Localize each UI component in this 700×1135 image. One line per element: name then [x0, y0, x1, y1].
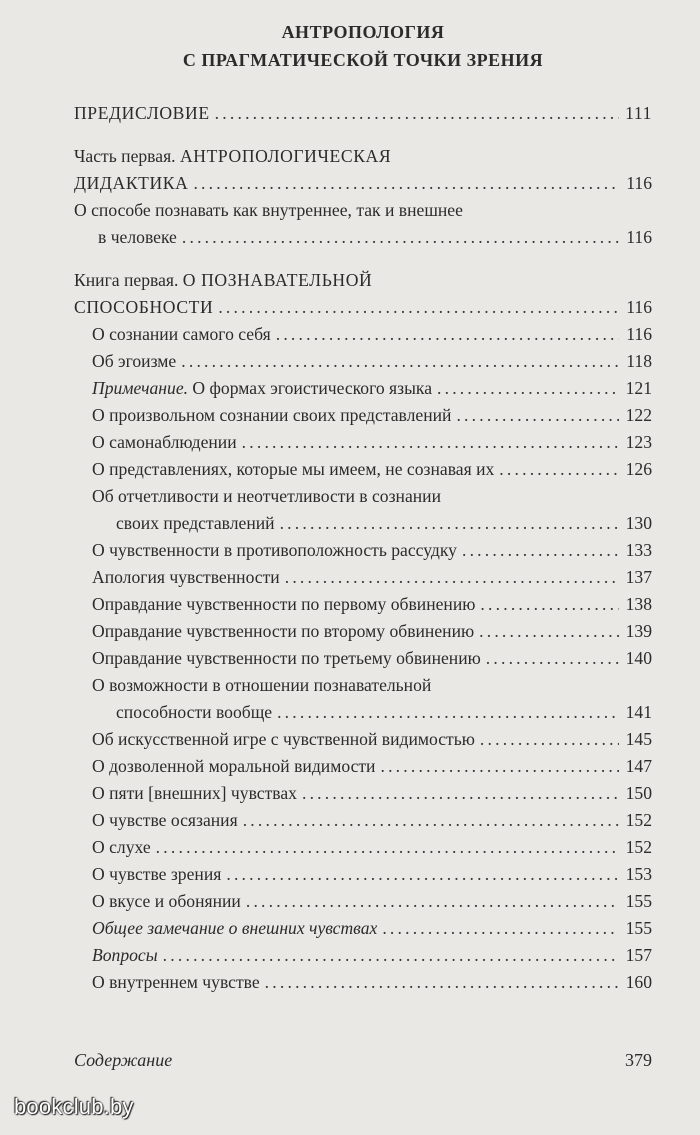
toc-entry	[74, 456, 652, 483]
toc-entry	[74, 942, 652, 969]
toc-label	[92, 321, 271, 348]
toc-entry	[74, 861, 652, 888]
leader-dots	[499, 456, 619, 483]
toc-label	[92, 375, 432, 402]
leader-dots	[163, 942, 619, 969]
toc-label	[92, 348, 176, 375]
toc-label-text: О дозволенной моральной видимости	[92, 756, 376, 776]
toc-label-text: О пяти [внешних] чувствах	[92, 783, 297, 803]
leader-dots	[242, 429, 619, 456]
toc-entry-part1	[74, 143, 652, 197]
toc-label-text: О вкусе и обонянии	[92, 891, 241, 911]
toc-page: 139	[625, 621, 652, 641]
toc-label-cont: своих представлений	[116, 513, 275, 533]
toc-entry	[74, 780, 652, 807]
toc-label-text: О чувстве зрения	[92, 864, 222, 884]
toc-page: 138	[625, 594, 652, 614]
leader-dots	[479, 618, 619, 645]
toc-entry	[74, 915, 652, 942]
leader-dots	[480, 726, 619, 753]
toc-label-text: О чувстве осязания	[92, 810, 238, 830]
leader-dots	[276, 321, 619, 348]
toc-entry-preface	[74, 100, 652, 127]
toc-page: 153	[625, 864, 652, 884]
toc-label-cont: СПОСОБНОСТИ	[74, 297, 214, 317]
leader-dots	[181, 348, 619, 375]
leader-dots	[156, 834, 619, 861]
toc-page: 123	[625, 432, 652, 452]
toc-page: 157	[625, 945, 652, 965]
toc-page: 152	[625, 837, 652, 857]
toc-entry	[74, 888, 652, 915]
toc-page: 116	[626, 173, 652, 193]
toc-entry-book1	[74, 267, 652, 321]
toc-label-text: О самонаблюдении	[92, 432, 237, 452]
toc-page: 133	[625, 540, 652, 560]
leader-dots	[226, 861, 619, 888]
leader-dots	[285, 564, 619, 591]
toc-entry	[74, 402, 652, 429]
toc-entry	[74, 429, 652, 456]
book-page	[74, 0, 652, 1135]
leader-dots	[215, 100, 619, 127]
toc-page: 130	[625, 513, 652, 533]
toc-label-caps: О ПОЗНАВАТЕЛЬНОЙ	[182, 270, 373, 290]
toc-entry	[74, 348, 652, 375]
leader-dots	[302, 780, 619, 807]
toc-entry	[74, 321, 652, 348]
leader-dots	[280, 510, 619, 537]
toc-page: 155	[625, 918, 652, 938]
page-footer	[74, 1050, 652, 1071]
toc-label-italic: Вопросы	[92, 945, 158, 965]
toc-label-cont: ДИДАКТИКА	[74, 173, 189, 193]
toc-label-text: О чувственности в противоположность рассудку	[92, 540, 457, 560]
toc-page: 152	[625, 810, 652, 830]
toc-label-italic: Примечание.	[92, 378, 189, 398]
toc-label: ПРЕДИСЛОВИЕ	[74, 103, 210, 123]
leader-dots	[380, 753, 619, 780]
toc-label-cont: способности вообще	[116, 702, 273, 722]
toc-label	[92, 942, 158, 969]
toc-entry	[74, 726, 652, 753]
page-number: 379	[625, 1050, 652, 1070]
toc-label	[92, 564, 280, 591]
watermark-logo: bookclub.by	[14, 1094, 134, 1119]
toc-page: 160	[625, 972, 652, 992]
toc-entry	[74, 591, 652, 618]
toc-entry	[74, 753, 652, 780]
leader-dots	[456, 402, 619, 429]
toc-page: 155	[625, 891, 652, 911]
toc-label-text: Апология чувственности	[92, 567, 280, 587]
toc-label-text: О внутреннем чувстве	[92, 972, 260, 992]
toc-label-text: О формах эгоистического языка	[188, 378, 433, 398]
leader-dots	[462, 537, 619, 564]
toc-label-text: О произвольном сознании своих представлений	[92, 405, 452, 425]
toc-page: 147	[625, 756, 652, 776]
leader-dots	[218, 294, 619, 321]
toc-page: 116	[626, 227, 652, 247]
leader-dots	[265, 969, 619, 996]
toc-label	[92, 429, 237, 456]
toc-label	[92, 456, 494, 483]
leader-dots	[182, 224, 619, 251]
table-of-contents	[74, 100, 652, 996]
toc-page: 121	[625, 378, 652, 398]
toc-entry	[74, 834, 652, 861]
toc-label	[92, 645, 481, 672]
toc-prefix: Книга первая.	[74, 270, 183, 290]
toc-label-cont: в человеке	[98, 227, 177, 247]
toc-label-text: О представлениях, которые мы имеем, не сознавая их	[92, 459, 495, 479]
toc-page: 137	[625, 567, 652, 587]
title-line-1: АНТРОПОЛОГИЯ	[281, 22, 445, 42]
toc-entry	[74, 969, 652, 996]
toc-page: 145	[625, 729, 652, 749]
toc-prefix: Часть первая.	[74, 146, 180, 166]
leader-dots	[193, 170, 619, 197]
toc-entry	[74, 564, 652, 591]
toc-entry	[74, 807, 652, 834]
toc-label-text: Об эгоизме	[92, 351, 177, 371]
toc-page: 126	[625, 459, 652, 479]
title-line-2: С ПРАГМАТИЧЕСКОЙ ТОЧКИ ЗРЕНИЯ	[182, 50, 544, 70]
leader-dots	[486, 645, 619, 672]
toc-page: 116	[626, 297, 652, 317]
toc-label	[92, 888, 241, 915]
toc-entry	[74, 645, 652, 672]
toc-label-caps: АНТРОПОЛОГИЧЕСКАЯ	[179, 146, 392, 166]
toc-page: 140	[625, 648, 652, 668]
leader-dots	[437, 375, 619, 402]
toc-entry-possibility	[74, 672, 652, 726]
toc-label	[92, 807, 238, 834]
toc-label	[92, 402, 451, 429]
toc-label-text: О слухе	[92, 837, 151, 857]
toc-entry	[74, 618, 652, 645]
toc-page: 150	[625, 783, 652, 803]
footer-section: Содержание	[74, 1050, 173, 1070]
toc-entry	[74, 537, 652, 564]
toc-label: Об отчетливости и неотчетливости в сознании	[92, 486, 442, 506]
leader-dots	[382, 915, 619, 942]
toc-label	[92, 591, 475, 618]
toc-label: О способе познавать как внутреннее, так и внешнее	[74, 200, 463, 220]
toc-label	[92, 537, 457, 564]
leader-dots	[243, 807, 619, 834]
toc-page: 122	[625, 405, 652, 425]
leader-dots	[246, 888, 619, 915]
leader-dots	[277, 699, 619, 726]
toc-label: О возможности в отношении познавательной	[92, 675, 432, 695]
toc-label	[92, 915, 377, 942]
toc-page: 116	[626, 324, 652, 344]
toc-label-text: Оправдание чувственности по второму обвинению	[92, 621, 475, 641]
toc-label	[92, 726, 475, 753]
toc-entry	[74, 375, 652, 402]
toc-label-text: Об искусственной игре с чувственной видимостью	[92, 729, 475, 749]
toc-label-text: О сознании самого себя	[92, 324, 271, 344]
toc-label-italic: Общее замечание о внешних чувствах	[92, 918, 378, 938]
toc-label	[92, 861, 221, 888]
toc-entry-clarity	[74, 483, 652, 537]
toc-label	[92, 969, 260, 996]
toc-label-text: Оправдание чувственности по третьему обвинению	[92, 648, 481, 668]
toc-label-text: Оправдание чувственности по первому обвинению	[92, 594, 476, 614]
toc-page: 111	[625, 103, 652, 123]
toc-entry-method	[74, 197, 652, 251]
toc-label	[92, 753, 375, 780]
leader-dots	[480, 591, 619, 618]
toc-label	[92, 834, 151, 861]
toc-page: 118	[626, 351, 652, 371]
toc-page: 141	[625, 702, 652, 722]
toc-label	[92, 780, 297, 807]
toc-label	[92, 618, 474, 645]
